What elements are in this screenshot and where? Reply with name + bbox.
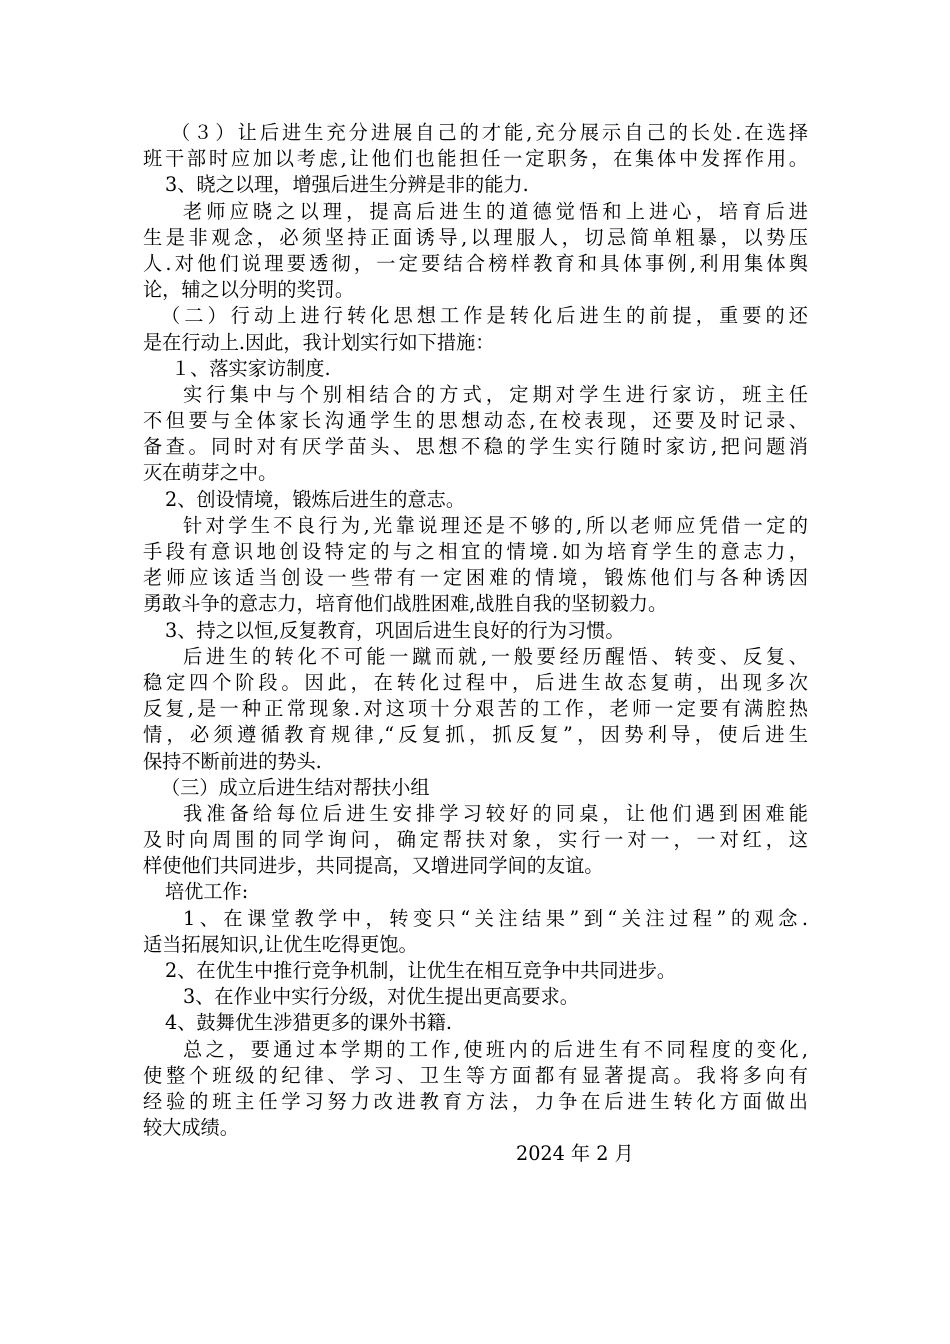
text-line: 勇敢斗争的意志力，培育他们战胜困难,战胜自我的坚韧毅力。 (143, 592, 668, 616)
text-line: 手段有意识地创设特定的与之相宜的情境.如为培育学生的意志力， (143, 540, 808, 563)
text-line: 生是非观念，必须坚持正面诱导,以理服人，切忌简单粗暴，以势压 (143, 225, 808, 249)
text-line: 灭在萌芽之中。 (143, 461, 278, 485)
text-line: 人.对他们说理要透彻，一定要结合榜样教育和具体事例,利用集体舆 (143, 251, 808, 275)
text-line: 不但要与全体家长沟通学生的思想动态,在校表现，还要及时记录、 (143, 409, 808, 433)
text-line: 3、晓之以理，增强后进生分辨是非的能力. (165, 173, 529, 197)
text-line: （二）行动上进行转化思想工作是转化后进生的前提，重要的还 (161, 304, 808, 328)
document-body (143, 120, 808, 1141)
text-line: 2、在优生中推行竞争机制，让优生在相互竞争中共同进步。 (165, 959, 677, 982)
text-line: 2、创设情境，锻炼后进生的意志。 (165, 487, 466, 511)
text-line: 使整个班级的纪律、学习、卫生等方面都有显著提高。我将多向有 (143, 1063, 808, 1087)
text-line: 较大成绩。 (143, 1116, 239, 1140)
text-line: 实行集中与个别相结合的方式，定期对学生进行家访，班主任 (183, 382, 808, 406)
text-line: 培优工作: (165, 880, 249, 904)
text-line: 经验的班主任学习努力改进教育方法，力争在后进生转化方面做出 (143, 1089, 808, 1113)
text-line: 备查。同时对有厌学苗头、思想不稳的学生实行随时家访,把问题消 (143, 435, 808, 459)
text-line: （３）让后进生充分进展自己的才能,充分展示自己的长处.在选择 (171, 121, 808, 144)
text-line: 保持不断前进的势头. (143, 749, 322, 773)
text-line: 是在行动上.因此，我计划实行如下措施： (143, 330, 495, 354)
text-line: １、落实家访制度. (171, 356, 331, 380)
text-line: 3、持之以恒,反复教育，巩固后进生良好的行为习惯。 (165, 618, 625, 642)
text-line: 适当拓展知识,让优生吃得更饱。 (143, 932, 418, 956)
text-line: 后进生的转化不可能一蹴而就,一般要经历醒悟、转变、反复、 (183, 644, 808, 668)
text-line: 1、在课堂教学中，转变只“关注结果”到“关注过程”的观念. (183, 906, 808, 930)
text-line: 及时向周围的同学询问，确定帮扶对象，实行一对一，一对红，这 (143, 828, 808, 852)
text-line: （三）成立后进生结对帮扶小组 (161, 775, 430, 799)
text-line: 班干部时应加以考虑,让他们也能担任一定职务，在集体中发挥作用。 (143, 147, 808, 171)
text-line: 样使他们共同进步，共同提高，又增进同学间的友谊。 (143, 854, 604, 878)
text-line: 4、鼓舞优生涉猎更多的课外书籍. (165, 1011, 452, 1035)
text-line: 我准备给每位后进生安排学习较好的同桌，让他们遇到困难能 (183, 801, 808, 825)
text-line: 情，必须遵循教育规律,“反复抓，抓反复”，因势利导，使后进生 (143, 723, 808, 747)
text-line: 稳定四个阶段。因此，在转化过程中，后进生故态复萌，出现多次 (143, 670, 808, 694)
text-line: 总之，要通过本学期的工作,使班内的后进生有不同程度的变化, (183, 1037, 808, 1061)
text-line: 论，辅之以分明的奖罚。 (143, 278, 355, 302)
text-line: 反复,是一种正常现象.对这项十分艰苦的工作，老师一定要有满腔热 (143, 697, 808, 721)
document-page (143, 120, 808, 1168)
text-line: 3、在作业中实行分级，对优生提出更高要求。 (183, 985, 579, 1009)
text-line: 老师应晓之以理，提高后进生的道德觉悟和上进心，培育后进 (183, 199, 808, 223)
text-line: 针对学生不良行为,光靠说理还是不够的,所以老师应凭借一定的 (183, 513, 808, 537)
date-line: 2024 年 2 月 (516, 1142, 634, 1166)
text-line: 老师应该适当创设一些带有一定困难的情境，锻炼他们与各种诱因 (143, 566, 808, 590)
